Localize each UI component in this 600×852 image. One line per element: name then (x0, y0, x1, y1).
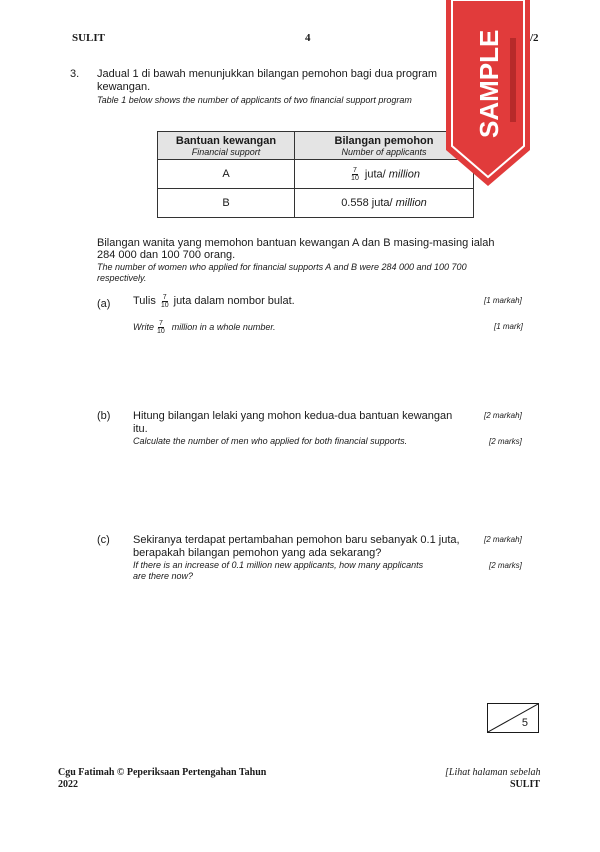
intro-ms-line2: kewangan. (97, 81, 151, 93)
fraction-denominator: 10 (157, 328, 165, 335)
footer-left-line2: 2022 (58, 779, 78, 790)
header-en-label: Number of applicants (341, 146, 427, 157)
fraction-denominator: 10 (160, 302, 169, 309)
footer-left-line1: Cgu Fatimah © Peperiksaan Pertengahan Tahun (58, 767, 267, 778)
header-ms-label: Bantuan kewangan (175, 134, 277, 147)
part-a-marks-en: [1 mark] (494, 322, 523, 331)
context-en-line1: The number of women who applied for financial supports A and B were 284 000 and 100 700 (97, 262, 467, 272)
part-a-ms (133, 294, 295, 309)
part-a-en (133, 320, 276, 335)
banner-text: SAMPLE (474, 29, 504, 138)
intro-ms-line1: Jadual 1 di bawah menunjukkan bilangan pemohon bagi dua program (97, 68, 438, 80)
intro-en: Table 1 below shows the number of applicants of two financial support program (97, 95, 412, 105)
fraction (156, 320, 166, 335)
context-en-line2: respectively. (97, 273, 147, 283)
value-unit-en: million (388, 167, 420, 180)
page-number: 4 (305, 32, 311, 44)
sample-banner (444, 0, 532, 186)
part-c-marks-ms: [2 markah] (484, 535, 522, 544)
part-a-ms-before: Tulis (133, 295, 156, 307)
fraction (160, 294, 170, 309)
context-ms-line1: Bilangan wanita yang memohon bantuan kewangan A dan B masing-masing ialah (97, 237, 495, 249)
banner-stripe (510, 38, 516, 122)
table-header-row (158, 132, 474, 160)
header-en-label: Financial support (191, 146, 261, 157)
question-number: 3. (70, 68, 80, 80)
part-a-en-before: Write (133, 322, 154, 332)
part-c-label: (c) (97, 534, 110, 546)
part-a-label: (a) (97, 298, 111, 310)
part-c-ms-line1: Sekiranya terdapat pertambahan pemohon baru sebanyak 0.1 juta, (133, 534, 460, 546)
part-b-ms-line2: itu. (133, 423, 148, 435)
fraction-denominator: 10 (351, 174, 359, 182)
part-c-ms-line2: berapakah bilangan pemohon yang ada sekarang? (133, 547, 382, 559)
row-label-a: A (158, 160, 295, 189)
footer-right-line2: SULIT (510, 779, 541, 790)
value-unit-en: million (395, 197, 427, 209)
header-sulit-label: SULIT (72, 32, 106, 44)
part-c-en-line2: are there now? (133, 571, 194, 581)
context-ms-line2: 284 000 dan 100 700 orang. (97, 249, 236, 261)
applicants-table (157, 131, 474, 218)
header-ms-label: Bilangan pemohon (334, 134, 434, 147)
footer-right-line1: [Lihat halaman sebelah (445, 767, 541, 778)
part-b-ms-line1: Hitung bilangan lelaki yang mohon kedua-dua bantuan kewangan (133, 410, 453, 422)
part-c-marks-en: [2 marks] (489, 561, 522, 570)
score-box-diagonal (488, 704, 538, 732)
value-unit-ms: juta/ (364, 167, 386, 180)
part-a-marks-ms: [1 markah] (484, 296, 522, 305)
fraction-numerator: 7 (162, 294, 167, 301)
header-financial-support (158, 132, 295, 160)
fraction (350, 167, 360, 182)
part-b-marks-ms: [2 markah] (484, 411, 522, 420)
paper-code: /2 (530, 32, 539, 44)
part-a-ms-after: juta dalam nombor bulat. (173, 295, 295, 307)
fraction-numerator: 7 (158, 320, 163, 327)
value-ms: 0.558 juta/ (341, 197, 393, 209)
table-row (158, 160, 474, 189)
part-b-en: Calculate the number of men who applied for both financial supports. (133, 436, 408, 446)
score-total: 5 (521, 717, 528, 729)
part-a-en-after: million in a whole number. (171, 322, 276, 332)
score-box (487, 703, 539, 733)
table-row (158, 189, 474, 218)
row-value-b (295, 189, 474, 218)
fraction-numerator: 7 (352, 166, 357, 174)
row-label-b: B (158, 189, 295, 218)
part-b-marks-en: [2 marks] (489, 437, 522, 446)
part-b-label: (b) (97, 410, 111, 422)
part-c-en-line1: If there is an increase of 0.1 million new applicants, how many applicants (133, 560, 424, 570)
